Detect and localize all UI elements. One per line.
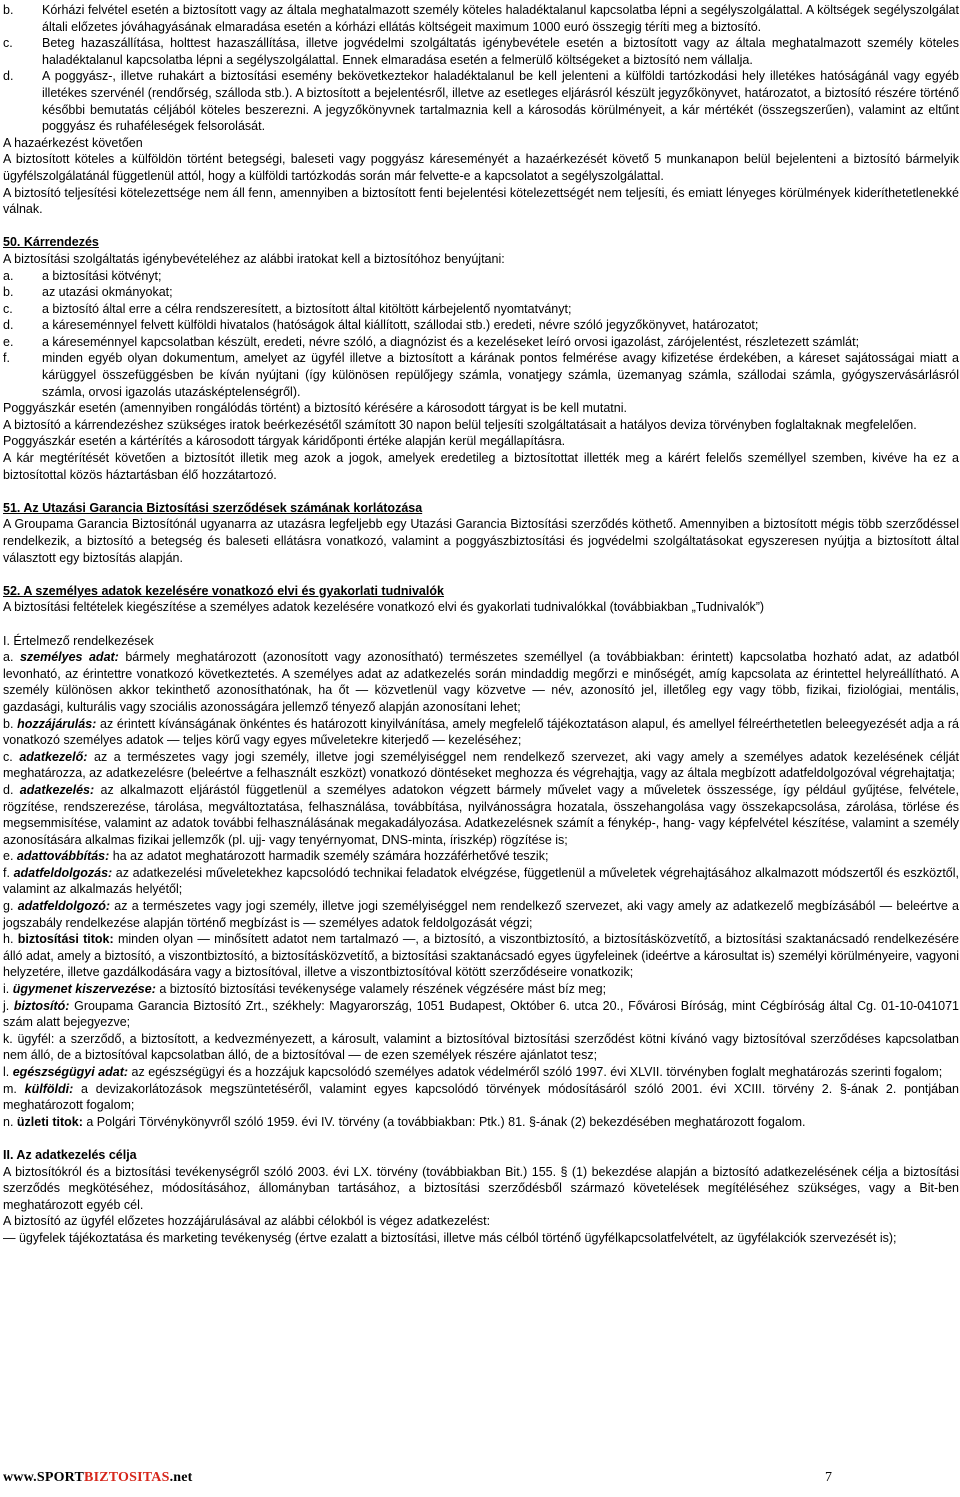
list-item-label: d. — [3, 318, 14, 333]
spacer — [3, 483, 959, 500]
definition-text: a biztosító biztosítási tevékenysége valamely részének végzésére mást bíz meg; — [159, 982, 607, 997]
definition-text: az érintett kívánságának önkéntes és határozott kinyilvánítása, amely megfelelő tájékoztatáson alapul, és amellyel félreérthetetlen beleegyezését adja a rá vonatkozó személyes adatok — teljes körű vagy egyes műveletekre kiterjedő — kezeléséhez; — [3, 716, 959, 748]
list-item-text: a biztosító által erre a célra rendszeresített, a biztosított által kitöltött kárbejelentő nyomtatványt; — [42, 301, 572, 316]
paragraph: Poggyászkár esetén (amennyiben rongálódás történt) a biztosító kérésére a károsodott tárgyat is be kell mutatni. — [3, 401, 627, 416]
definition-label: m. — [3, 1081, 17, 1096]
list-item-label: c. — [3, 36, 13, 51]
list-item-text: Kórházi felvétel esetén a biztosított vagy az általa meghatalmazott személy köteles haladéktalanul kapcsolatba lépni a segélyszolgálattal. A költségek segélyszolgálat általi előzetes jóváhagyásának elmaradása esetén a kórházi ellátás költségeit maximum 1000 euró összegig téríti meg a biztosító. — [42, 3, 959, 34]
list-item-text: a káreseménnyel felvett külföldi hivatalos (hatóságok által kiállított, szállodai stb.) eredeti, névre szóló jegyzőkönyvet, határozatot; — [42, 318, 759, 333]
spacer — [3, 218, 959, 235]
definition-term: biztosító: — [13, 998, 70, 1013]
definition-term: egészségügyi adat: — [12, 1065, 129, 1079]
document-list-item — [3, 334, 959, 351]
paragraph: A biztosítási szolgáltatás igénybevételéhez az alábbi iratokat kell a biztosítóhoz benyújtani: — [3, 251, 505, 266]
list-item-text: A poggyász-, illetve ruhakárt a biztosítási esemény bekövetkeztekor haladéktalanul be kell jelenteni a külföldi tartózkodási hely illetékes hatóságánál vagy egyéb illetékes szervénél (rendőrség, szálloda stb.). A biztosított a bejelentésről, illetve az esetleges eljárásról készült jegyzőkönyvet, határozatot, a biztosító részére történő későbbi bemutatás céljából köteles beszerezni. A jegyzőkönyvnek tartalmaznia kell a károsodás körülményeit, a kár mértékét (összegszerűen), valamint az eltűnt poggyász és ruhaféleségek felsorolását. — [42, 69, 959, 134]
list-item-label: a. — [3, 268, 14, 283]
definition-text: Groupama Garancia Biztosító Zrt., székhely: Magyarország, 1051 Budapest, Október 6. utca 20., Fővárosi Bíróság, mint Cégbíróság által Cg. 01-10-041071 szám alatt bejegyezve; — [3, 998, 959, 1030]
footer-site-prefix: www.SPORT — [3, 1470, 85, 1485]
document-list-item — [3, 350, 959, 400]
list-item-label: d. — [3, 69, 14, 84]
definition-label: n. — [3, 1114, 14, 1129]
definition-item — [3, 716, 959, 749]
definition-item — [3, 1064, 959, 1081]
definition-term: biztosítási titok: — [17, 932, 114, 947]
definition-text: az alkalmazott eljárástól függetlenül a személyes adatokon végzett bármely művelet vagy a műveletek összessége, így például gyűjtése, felvétele, rögzítése, rendszerezése, tárolása, megváltoztatása, felhasználása, továbbítása, nyilvánosságra hozatala, összehangolása vagy összekapcsolása, zárolása, törlése és megsemmisítése, valamint az adatok további felhasználásának megakadályozása. Adatkezelésnek számít a fénykép-, hang- vagy képfelvétel készítése, valamint a személy azonosítására alkalmas fizikai jellemzők (pl. ujj- vagy tenyérnyomat, DNS-minta, íriszkép) rögzítése is; — [3, 782, 959, 847]
section-subheading: A hazaérkezést követően — [3, 135, 143, 150]
section-heading-51: 51. Az Utazási Garancia Biztosítási szerződések számának korlátozása — [3, 500, 423, 515]
definition-item — [3, 649, 959, 715]
footer-site-suffix: .net — [169, 1470, 193, 1485]
definition-term: adatkezelés: — [19, 782, 95, 797]
definition-term: adatkezelő: — [19, 749, 88, 764]
definition-text: a devizakorlátozások megszüntetéséről, valamint egyes kapcsolódó törvények módosításáról szóló 2001. évi XCIII. törvény 2. §-ának 2. pontjában meghatározott fogalom; — [3, 1081, 959, 1113]
definition-item — [3, 931, 959, 981]
definition-label: b. — [3, 716, 14, 731]
definition-label: c. — [3, 749, 13, 764]
paragraph: A biztosító teljesítési kötelezettsége nem áll fenn, amennyiben a biztosított fenti bejelentési kötelezettségét nem teljesíti, és emiatt lényeges körülmények kideríthetetlenekké válnak. — [3, 185, 959, 217]
definition-term: ügymenet kiszervezése: — [12, 982, 156, 997]
document-list-item — [3, 301, 959, 318]
paragraph: A biztosítókról és a biztosítási tevékenységről szóló 2003. évi LX. törvény (továbbiakban Bit.) 155. § (1) bekezdése alapján a biztosító adatkezelésének célja a biztosítási szerződés megkötéséhez, módosításához, állományban tartásához, a biztosítási szerződésből származó követelések megítéléséhez szükséges, vagy a Bit-ben meghatározott egyéb cél. — [3, 1164, 959, 1212]
definition-label: g. — [3, 899, 14, 914]
definition-item — [3, 1081, 959, 1114]
paragraph: A biztosító a kárrendezéshez szükséges iratok beérkezésétől számított 30 napon belül teljesíti szolgáltatásait a hatályos deviza törvényben foglaltaknak megfelelően. — [3, 417, 917, 432]
list-item-label: e. — [3, 334, 14, 349]
top-list-item — [3, 35, 959, 68]
list-item-text: Beteg hazaszállítása, holttest hazaszállítása, illetve jogvédelmi szolgáltatás igénybevétele esetén a biztosított vagy az általa meghatalmazott személy köteles haladéktalanul kapcsolatba lépni a segélyszolgálattal. Ennek elmaradása esetén a felmerülő költségeket a biztosító nem vállalja. — [42, 36, 959, 67]
definition-term: adatfeldolgozás: — [13, 865, 113, 880]
paragraph: A biztosító az ügyfél előzetes hozzájárulásával az alábbi célokból is végez adatkezelést: — [3, 1214, 491, 1229]
footer-website[interactable] — [3, 1470, 193, 1486]
paragraph: — ügyfelek tájékoztatása és marketing tevékenység (értve ezalatt a biztosítási, illetve más célból történő ügyfélkapcsolatfelvételt, az ügyfélakciók szervezését is); — [3, 1230, 897, 1245]
definition-item — [3, 865, 959, 898]
page-number: 7 — [825, 1470, 832, 1485]
list-item-label: f. — [3, 351, 10, 366]
definition-label: k. — [3, 1031, 13, 1046]
definition-label: l. — [3, 1065, 10, 1079]
definition-label: d. — [3, 782, 14, 797]
definition-item — [3, 981, 959, 998]
section-heading-50: 50. Kárrendezés — [3, 235, 99, 250]
definition-label: j. — [3, 998, 10, 1013]
document-list-item — [3, 268, 959, 285]
list-item-text: az utazási okmányokat; — [42, 285, 173, 300]
definition-item — [3, 749, 959, 782]
definition-term: külföldi: — [24, 1081, 74, 1096]
definition-text: az adatkezelési műveletekhez kapcsolódó technikai feladatok elvégzése, függetlenül a műveletek végrehajtásához alkalmazott módszertől és eszköztől, valamint az alkalmazás helyétől; — [3, 865, 959, 897]
paragraph: A biztosított köteles a külföldön történt betegségi, baleseti vagy poggyász káreseményét a hazaérkezését követő 5 munkanapon belül bejelenteni a biztosító bármelyik ügyfélszolgálatánál függetlenül attól, hogy a külföldi tartózkodás során már felvette-e a kapcsolatot a segélyszolgálattal. — [3, 152, 959, 183]
definition-label: h. — [3, 932, 14, 947]
list-item-text: a káreseménnyel kapcsolatban készült, eredeti, névre szóló, a diagnózist és a kezeléseket leíró orvosi igazolást, zárójelentést, részletezett számlát; — [42, 334, 860, 349]
definition-label: f. — [3, 865, 10, 880]
definition-text: az egészségügyi és a hozzájuk kapcsolódó személyes adatok védelméről szóló 1997. évi XLVII. törvényben foglalt meghatározás szerinti fogalom; — [131, 1065, 943, 1079]
definition-item — [3, 782, 959, 848]
subsection-title: I. Értelmező rendelkezések — [3, 633, 154, 648]
spacer — [3, 1130, 959, 1147]
document-body — [3, 2, 959, 1247]
definition-item — [3, 898, 959, 931]
paragraph: A biztosítási feltételek kiegészítése a személyes adatok kezelésére vonatkozó elvi és gyakorlati tudnivalókkal (továbbiakban „Tudnivalók”) — [3, 600, 765, 615]
section-heading-52: 52. A személyes adatok kezelésére vonatkozó elvi és gyakorlati tudnivalók — [3, 583, 444, 598]
document-list-item — [3, 317, 959, 334]
definition-term: üzleti titok: — [16, 1114, 83, 1129]
subsection-title: II. Az adatkezelés célja — [3, 1147, 137, 1162]
definition-text: bármely meghatározott (azonosított vagy azonosítható) természetes személlyel (a továbbiakban: érintett) kapcsolatba hozható adat, az adatból levonható, az érintettre vonatkozó következtetés. A személyes adat az adatkezelés során mindaddig megőrzi e minőségét, amíg kapcsolata az érintettel helyreállítható. A személy különösen akkor tekinthető azonosíthatónak, ha őt — közvetlenül vagy közvetve — név, azonosító jel, illetőleg egy vagy több, fizikai, fiziológiai, mentális, gazdasági, kulturális vagy szociális azonosságára jellemző tényező alapján azonosítani lehet; — [3, 650, 959, 714]
definition-item — [3, 1114, 959, 1131]
definition-text: a szerződő, a biztosított, a kedvezményezett, a károsult, valamint a biztosítóval biztosítási szerződést kötni kívánó vagy biztosítóval szerződéses kapcsolatban nem álló, de a biztosítóval kapcsolatban álló, de a biztosítóval — de ezen személyek részére ajánlatot tesz; — [3, 1031, 959, 1063]
footer-site-highlight: BIZTOSITAS — [84, 1470, 170, 1485]
definition-label: a. — [3, 650, 14, 665]
definition-text: a Polgári Törvénykönyvről szóló 1959. évi IV. törvény (a továbbiakban: Ptk.) 81. §-ának (2) bekezdésében meghatározott fogalom. — [86, 1114, 806, 1129]
definition-term: adatfeldolgozó: — [17, 899, 111, 914]
paragraph: A Groupama Garancia Biztosítónál ugyanarra az utazásra legfeljebb egy Utazási Garancia Biztosítási szerződés köthető. Amennyiben a biztosított mégis több szerződéssel rendelkezik, a biztosító a betegség és baleseti ellátásra vonatkozó, valamint a poggyászbiztosítási és jogvédelmi szolgáltatásokat egyszeresen nyújtja a biztosított által választott egy biztosítás alapján. — [3, 517, 959, 565]
paragraph: Poggyászkár esetén a kártérítés a károsodott tárgyak káridőponti értéke alapján kerül megállapításra. — [3, 434, 566, 449]
definition-label: i. — [3, 982, 10, 997]
spacer — [3, 616, 959, 633]
list-item-label: c. — [3, 301, 13, 316]
paragraph: A kár megtérítését követően a biztosítót illetik meg azok a jogok, amelyek eredetileg a biztosítottat illették meg a kárért felelős személlyel szemben, kivéve ha ez a biztosítottal közös háztartásban élő hozzátartozó. — [3, 451, 959, 482]
top-list-item — [3, 2, 959, 35]
definition-label: e. — [3, 849, 14, 864]
definition-term: adattovábbítás: — [16, 849, 110, 864]
list-item-label: b. — [3, 285, 14, 300]
definition-text: az a természetes vagy jogi személy, illetve jogi személyiséggel nem rendelkező szervezet, aki vagy amely a személyes adatok kezelésének célját meghatározza, az adatkezelésre (beleértve a felhasznált eszközt) vonatkozó döntéseket meghozza és végrehajtja, vagy az általa megbízott adatfeldolgozóval végrehajtatja; — [3, 749, 959, 781]
definition-term: ügyfél: — [17, 1031, 55, 1046]
definition-text: ha az adatot meghatározott harmadik személy számára hozzáférhetővé teszik; — [112, 849, 549, 864]
definition-term: személyes adat: — [19, 650, 119, 665]
list-item-label: b. — [3, 3, 14, 17]
definition-item — [3, 998, 959, 1031]
list-item-text: a biztosítási kötvényt; — [42, 268, 162, 283]
definition-item — [3, 1031, 959, 1064]
definition-term: hozzájárulás: — [17, 716, 97, 731]
list-item-text: minden egyéb olyan dokumentum, amelyet az ügyfél illetve a biztosított a kárának pontos felmérése avagy kifizetése érdekében, a káreset sajátosságai miatt a kárüggyel összefüggésben be kíván nyújtani (így különösen repülőjegy számla, vonatjegy számla, üzemanyag számla, szállodai számla, gyógyszervásárlásról számla, orvosi igazolás utazásképtelenségről). — [42, 351, 959, 399]
definition-text: az a természetes vagy jogi személy, illetve jogi személyiséggel nem rendelkező szervezet, aki vagy amely az adatkezelő megbízásából — beleértve a jogszabály rendelkezése alapján történő megbízást is — személyes adatok feldolgozását végzi; — [3, 899, 959, 930]
top-list-item — [3, 68, 959, 134]
document-list-item — [3, 284, 959, 301]
definition-text: minden olyan — minősített adatot nem tartalmazó —, a biztosító, a viszontbiztosító, a biztosításközvetítő, a biztosítási szaktanácsadó rendelkezésére álló adat, amely a biztosító, a viszontbiztosító, a biztosításközvetítő, a biztosítási szaktanácsadó egyes ügyfeleinek (ideértve a károsultat is) személyi körülményeire, vagyoni helyzetére, illetve gazdálkodására vagy a biztosítóval, illetve a viszontbiztosítóval kötött szerződéseire vonatkozik; — [3, 932, 959, 980]
spacer — [3, 566, 959, 583]
definition-item — [3, 848, 959, 865]
